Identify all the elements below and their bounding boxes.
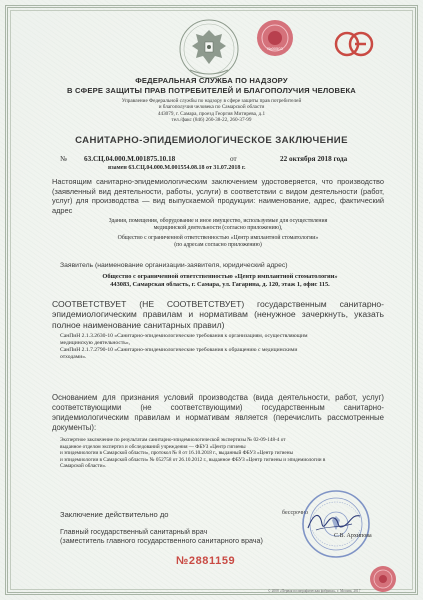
chief-block [60,527,263,545]
validity-label: Заключение действительно до [60,510,169,519]
subject-org-line: Общество с ограниченной ответственностью «Центр имплантной стоматологии» [117,235,319,241]
se-conformity-mark-icon [333,30,375,58]
norm-line: медицинскую деятельность», [60,340,131,346]
printer-footer: © 2008 «Первая полиграфическая фабрика», г. Москва, 2017 [268,589,361,593]
applicant-label: Заявитель (наименование организации-заявителя, юридический адрес) [60,262,288,269]
signer-name: С.В. Архипова [334,533,372,539]
department-block [30,98,393,124]
hologram-seal-icon [255,18,295,58]
agency-name-line2: В СФЕРЕ ЗАЩИТЫ ПРАВ ПОТРЕБИТЕЛЕЙ И БЛАГОПОЛУЧИЯ ЧЕЛОВЕКА [67,86,356,95]
expert-line: выданное отделом экспертиз и обследований учреждения — ФБУЗ «Центр гигиены [60,443,246,450]
conformity-paragraph: СООТВЕТСТВУЕТ (НЕ СООТВЕТСТВУЕТ) государственным санитарно-эпидемиологическим правилам и нормативам (ненужное зачеркнуть, указать полное наименование санитарных правил) [52,299,384,330]
number-prefix: № [60,155,67,163]
handwritten-signature-icon [306,508,362,534]
intro-paragraph: Настоящим санитарно-эпидемиологическим заключением удостоверяется, что производство (заявленный вид деятельности, работы, услуги) в соответствии с видом деятельности (работ, услуг) для производства — вид выпускаемой продукции: наименование, адрес, фактический адрес [52,177,384,215]
norm-line: отходами». [60,354,87,360]
from-label: от [230,155,237,163]
certificate-number: 63.СЦ.04.000.М.001875.10.18 [84,155,176,163]
number-row [60,155,380,163]
department-line: и благополучия человека по Самарской области [158,104,265,111]
serial-number: №2881159 [176,555,236,567]
russian-emblem-icon [176,18,242,80]
expert-line: Самарской области». [60,463,107,470]
department-phone: тел./факс (846) 260-38-22, 260-37-99 [171,117,252,124]
chief-title: Главный государственный санитарный врач [60,527,208,536]
applicant-name: Общество с ограниченной ответственностью «Центр имплантной стоматологии» [102,273,338,280]
subject-org-block [52,235,384,249]
svg-text:№00503: №00503 [267,46,283,51]
department-address: 443079, г. Самара, проезд Георгия Митирева, д.1 [157,110,266,117]
department-line: Управление Федеральной службы по надзору в сфере защиты прав потребителей [121,98,302,104]
applicant-address: 443083, Самарская область, г. Самара, ул. Гагарина, д. 120, этаж 1, офис 115. [110,280,330,288]
certificate-date: 22 октября 2018 года [280,155,348,163]
hologram-seal-bottom-icon [368,564,398,594]
agency-name-line1: ФЕДЕРАЛЬНАЯ СЛУЖБА ПО НАДЗОРУ [135,76,288,85]
norms-block [60,333,380,361]
document-title: САНИТАРНО-ЭПИДЕМИОЛОГИЧЕСКОЕ ЗАКЛЮЧЕНИЕ [75,135,348,146]
norm-line: СанПиН 2.1.3.2630-10 «Санитарно-эпидемиологические требования к организациям, осуществляющим [60,333,308,339]
basis-paragraph: Основанием для признания условий производства (вида деятельности, работ, услуг) соответствующими (не соответствующими) государственным санитарно-эпидемиологическим правилам и нормативам является (перечислить рассмотренные документы): [52,393,384,432]
reissue-note: взамен 63.СЦ.04.000.М.001554.08.18 от 31.07.2018 г. [108,165,246,171]
chief-deputy-title: (заместитель главного государственного санитарного врача) [60,536,263,546]
expert-line: и эпидемиологии в Самарской области», протокол № 8 от 16.10.2018 г., выданный ФБУЗ «Центр гигиены [60,450,293,457]
norm-line: СанПиН 2.1.7.2790-10 «Санитарно-эпидемиологические требования к обращению с медицинскими [60,347,298,353]
subject-line: Здания, помещения, оборудование и иное имущество, используемые для осуществления [108,218,328,224]
applicant-block [60,273,380,288]
subject-block [52,218,384,232]
validity-value: бессрочно [282,510,309,516]
subject-org-line: (по адресам согласно приложению) [174,242,262,249]
expert-line: и эпидемиологии в Самарской области» № 052758 от 26.10.2012 г., выданное ФБУЗ «Центр гигиены и эпидемиологии в [60,456,326,463]
expert-block [60,437,380,470]
expert-line: Экспертное заключение по результатам санитарно-эпидемиологической экспертизы № 02-09-148-4 от [60,437,286,443]
subject-line: медицинской деятельности (согласно приложению), [153,225,283,232]
